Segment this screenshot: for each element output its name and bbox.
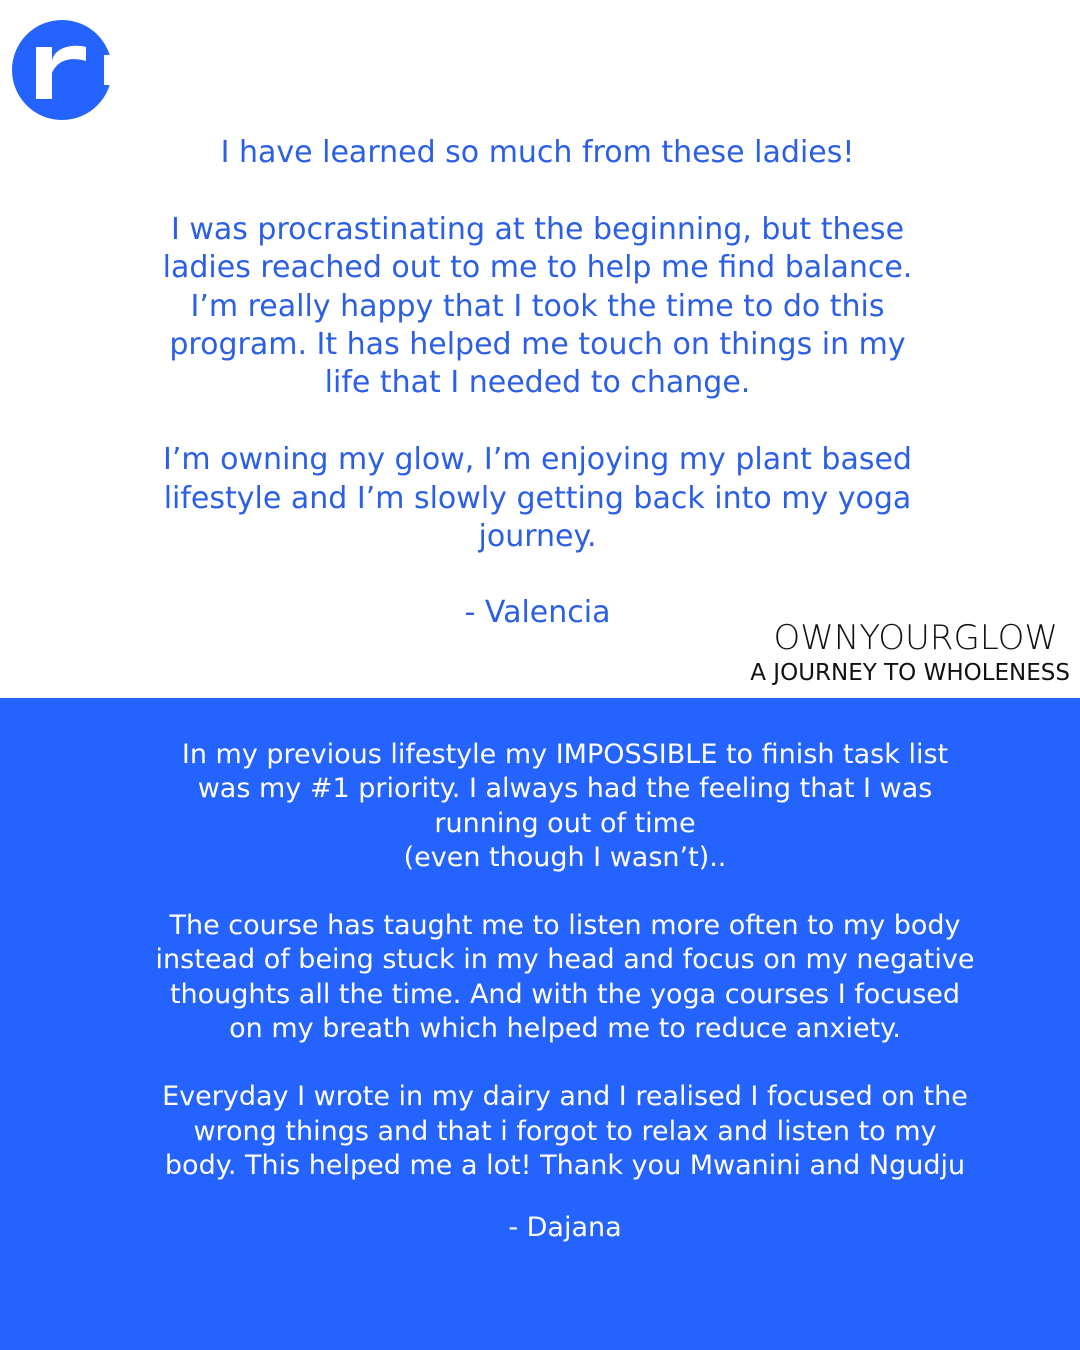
testimonial-signature: - Dajana bbox=[508, 1212, 622, 1244]
testimonial-signature: - Valencia bbox=[464, 595, 611, 631]
testimonial-valencia bbox=[150, 134, 925, 633]
testimonial-paragraph: I was procrastinating at the beginning, but these ladies reached out to me to help me find balance. I’m really happy that I took the time to do this program. It has helped me touch on things in my life that I needed to change. bbox=[162, 211, 913, 401]
bottom-section bbox=[0, 698, 1080, 1350]
testimonial-paragraph: I’m owning my glow, I’m enjoying my plant based lifestyle and I’m slowly getting back into my yoga journey. bbox=[163, 442, 912, 555]
brand-name: OWNYOURGLOW bbox=[773, 618, 1058, 658]
brand-logo-icon bbox=[12, 15, 112, 125]
brand-tagline: A JOURNEY TO WHOLENESS bbox=[750, 660, 1070, 686]
testimonial-paragraph: (even though I wasn’t).. bbox=[403, 841, 727, 873]
testimonial-paragraph: I have learned so much from these ladies! bbox=[220, 135, 855, 170]
testimonial-paragraph: In my previous lifestyle my IMPOSSIBLE to finish task list was my #1 priority. I always had the feeling that I was running out of time bbox=[181, 739, 949, 839]
testimonial-paragraph: The course has taught me to listen more often to my body instead of being stuck in my head and focus on my negative thoughts all the time. And with the yoga courses I focused on my breath which helped me to reduce anxiety. bbox=[155, 910, 975, 1045]
testimonial-paragraph: Everyday I wrote in my dairy and I realised I focused on the wrong things and that i forgot to relax and listen to my body. This helped me a lot! Thank you Mwanini and Ngudju bbox=[162, 1081, 968, 1181]
testimonial-dajana bbox=[155, 738, 975, 1246]
brand-wordmark bbox=[750, 620, 1070, 686]
